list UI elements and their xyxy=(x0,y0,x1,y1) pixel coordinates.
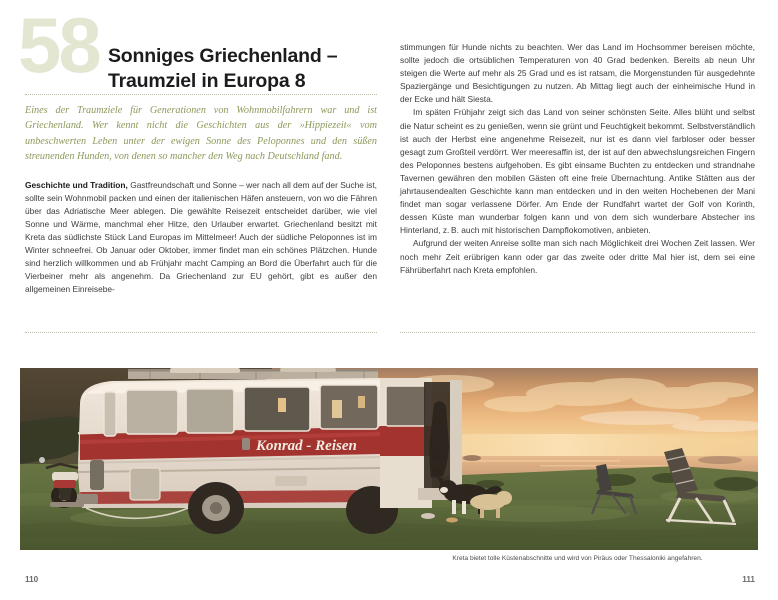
body-paragraph xyxy=(400,237,755,276)
page-number-left: 110 xyxy=(25,575,39,584)
intro-paragraph: Eines der Traumziele für Generationen von Wohnmobilfahrern war und ist Griechenland. Wer kennt nicht die Geschichten aus der »Hippiezeit« vom unbeschwerten Leben unter der ewigen Sonne des Peloponnes und den süßen streunenden Hunden, von denen so mancher den Weg nach Deutschland fand. xyxy=(25,105,377,163)
photo-caption: Kreta bietet tolle Küstenabschnitte und wird von Piräus oder Thessaloniki angefahren. xyxy=(452,555,703,562)
photo-figure xyxy=(20,368,758,550)
chapter-number: 58 xyxy=(18,1,99,89)
coastal-sunset-photo xyxy=(20,368,758,550)
page-number-right: 111 xyxy=(742,575,755,584)
page-title-line-2: Traumziel in Europa 8 xyxy=(108,69,306,92)
page-title-line-1: Sonniges Griechenland – xyxy=(108,45,338,68)
left-text-column xyxy=(25,103,377,296)
right-text-column xyxy=(400,41,755,277)
paragraph-text: stimmungen für Hunde nichts zu beachten. Wer das Land im Hochsommer bereisen möchte, sollte jedoch die ortsüblichen Temperaturen von 40 Grad bedenken. Bereits ab neun Uhr steigen die Werte auf mehr als 25 Grad und es ist ratsam, die Morgenstunden für ausgedehnte Spaziergänge und Besichtigungen zu nutzen. Ab Mittag liegt auch der einheimische Hund in der Ecke und hält Siesta. xyxy=(400,42,755,105)
divider-top-left xyxy=(25,94,377,95)
divider-bottom-right xyxy=(400,332,755,333)
body-paragraph xyxy=(400,106,755,237)
body-paragraph xyxy=(25,179,377,297)
paragraph-text: Im späten Frühjahr zeigt sich das Land von seiner schönsten Seite. Alles blüht und selbst die Natur scheint es zu genießen, wenn sie grünt und Feuchtigkeit bekommt. Selbstverständlich ist auch der Herbst eine angenehme Reisezeit, nur ist es dann viel farbloser oder besser gesagt zum Großteil verdörrt. Wer meeresaffin ist, der ist auf den abwechslungsreichen Fingern des Peloponnes bestens aufgehoben. Es gibt einsame Buchten zu entdecken und strandnahe Tavernen gewähren den mobilen Gästen oft eine freie Übernachtung. Antike Stätten aus der jahrtausendealten Geschichte kann man entdecken und in den weiten Hochebenen der Mani findet man sogar verlassene Dörfer. Am Ende der Rundfahrt wartet der Golf von Korinth, dessen Küste man wunderbar folgen kann und von dem sich wunderbare Abstecher ins Hinterland, z. B. auch mit historischen Dampflokomotiven, anbieten. xyxy=(400,107,755,236)
page-title xyxy=(108,44,383,93)
paragraph-lead-in: Geschichte und Tradition, xyxy=(25,179,128,190)
divider-bottom-left xyxy=(25,332,377,333)
paragraph-text: Gastfreundschaft und Sonne – wer nach all dem auf der Suche ist, sollte sein Wohnmobil packen und einen der italienischen Häfen ansteuern, von wo die Fähren über das Adriatische Meer ablegen. Die gewählte Reisezeit entscheidet darüber, wie viel Sonne und Wärme, manchmal eher Hitze, den Urlauber erwartet. Griechenland besitzt mit Kreta das südlichste Stück Land Europas im Mittelmeer! Auch der südliche Peloponnes ist im Winter schneefrei. Ob Januar oder Oktober, immer findet man ein schönes Plätzchen. Hunde sind herzlich willkommen und ab Frühjahr macht Camping an Bord die Überfahrt auch für die Vierbeiner mehr als angenehm. Da Griechenland zur EU gehört, gibt es außer den allgemeinen Einreisebe- xyxy=(25,179,377,295)
body-paragraph xyxy=(400,41,755,106)
paragraph-text: Aufgrund der weiten Anreise sollte man sich nach Möglichkeit drei Wochen Zeit lassen. Wer noch mehr Zeit erübrigen kann oder gar das zweite oder dritte Mal hier ist, dem sei eine Fährüberfahrt nach Kreta empfohlen. xyxy=(400,238,755,275)
bus-lettering: Konrad - Reisen xyxy=(256,438,357,454)
chapter-header xyxy=(0,0,390,100)
